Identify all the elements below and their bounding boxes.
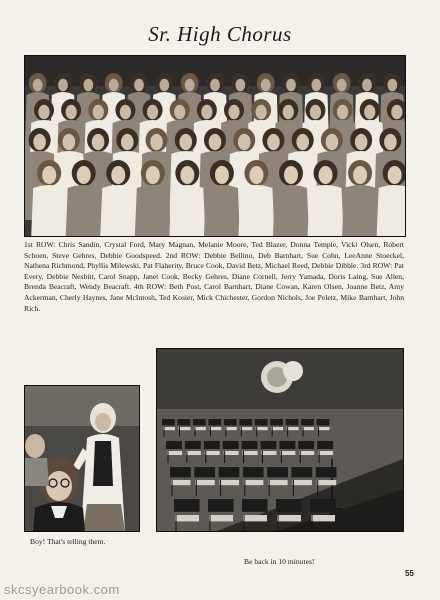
page-title: Sr. High Chorus — [148, 22, 292, 46]
chorus-roster-caption: 1st ROW: Chris Sandin, Crystal Ford, Mary Magnan, Melanie Moore, Ted Blazer, Donna Temple, Vicki Olsen, Robert Schoen, Steve Gehres, Debbie Goodspeed. 2nd ROW: Debbie Bellino, Deb Barnhart, Sue Cohn, LeeAnne Stoeckel, Nathena Richmond, Phyllis Milewski, Pat Flaherity, Bruce Cook, David Betz, Michael Reed, Debbie Dibble. 3rd ROW: Pat Every, Debbie Nesbitt, Carol Snapp, Janet Cook, Becky Gehres, Diane Cornell, Jerry Yamada, Doris Laing, Sue Allen, Brenda Beacraft, Wendy Beacraft. 4th ROW: Beth Post, Carol Barnhart, Diane Cowan, Karen Olsen, Joanne Betz, Amy Ackerman, Cherly Haynes, Jane McIntosh, Ted Kosier, Mick Chichester, Gordon Nichols, Joe Peletz, Mike Barnhart, John Rich. — [24, 240, 404, 313]
director-candid-photo — [24, 385, 140, 532]
room-photo-caption: Be back in 10 minutes! — [244, 557, 315, 566]
site-watermark: skcsyearbook.com — [4, 582, 120, 597]
chorus-group-photo — [24, 55, 406, 237]
page-number: 55 — [405, 569, 414, 578]
empty-chorus-room-photo — [156, 348, 404, 532]
director-photo-caption: Boy! That's telling them. — [30, 537, 106, 546]
